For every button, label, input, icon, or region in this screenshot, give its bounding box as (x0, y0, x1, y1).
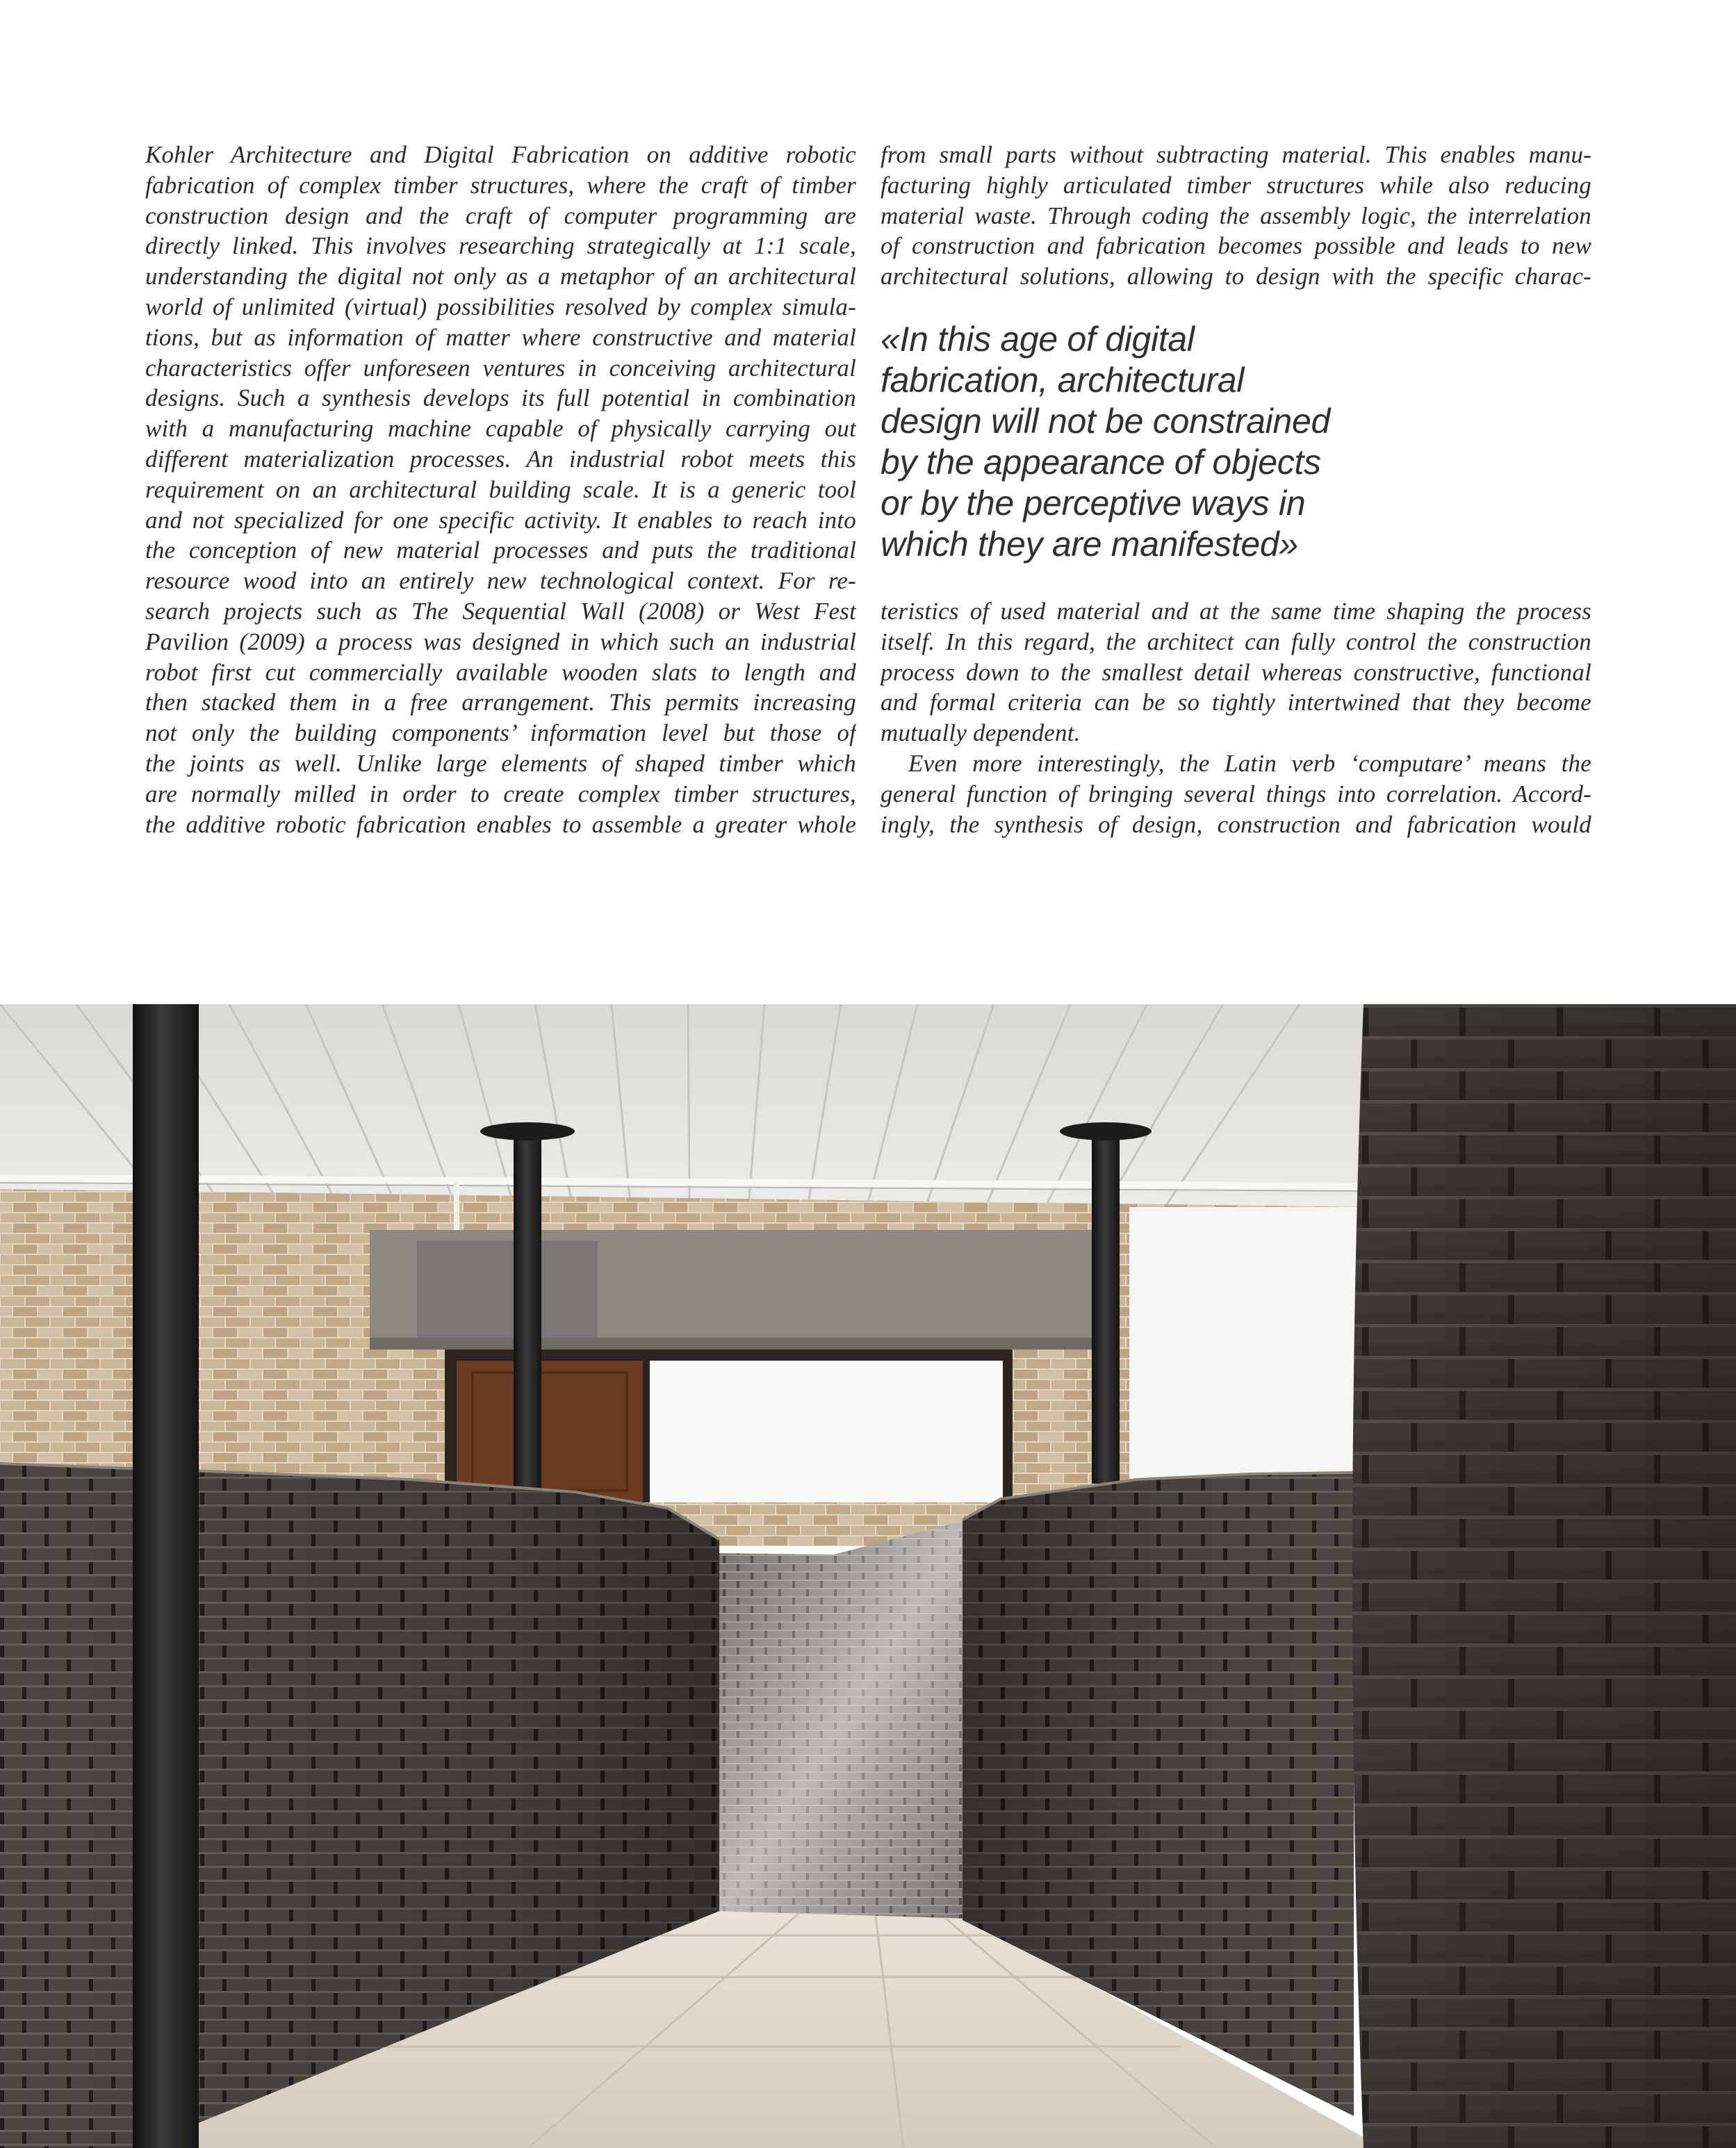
body-text-line: the additive robotic fabrication enables to assemble a greater whole (145, 810, 856, 838)
pull-quote-line: «In this age of digital (881, 320, 1195, 359)
body-text-line: the conception of new material processes and puts the traditional (145, 536, 856, 564)
center-column-cap (480, 1122, 575, 1140)
body-text-line: material waste. Through coding the assembly logic, the interrelation (881, 202, 1591, 229)
body-text-line: directly linked. This involves researching strategically at 1:1 scale, (145, 232, 856, 260)
body-text-line: characteristics offer unforeseen ventures in conceiving architectural (145, 354, 856, 382)
body-text-line: from small parts without subtracting material. This enables manu- (881, 141, 1591, 168)
pull-quote-line: design will not be constrained (881, 402, 1330, 441)
right-text-column (881, 140, 1591, 839)
far-wall-light (716, 1518, 973, 1920)
body-text-line: architectural solutions, allowing to design with the specific charac- (881, 263, 1591, 290)
body-text-line: world of unlimited (virtual) possibilities resolved by complex simula- (145, 293, 856, 320)
paragraph-last-line: mutually dependent. (881, 719, 1081, 747)
pavilion-photo (0, 1004, 1736, 2148)
body-text-line: Pavilion (2009) a process was designed in which such an industrial (145, 628, 856, 655)
body-text-line: of construction and fabrication becomes possible and leads to new (881, 232, 1591, 260)
body-text-line: then stacked them in a free arrangement. This permits increasing (145, 689, 856, 716)
right-column (1092, 1129, 1120, 1484)
door-opening (650, 1361, 1003, 1502)
pull-quote-line: which they are manifested» (881, 525, 1298, 564)
body-text-line: resource wood into an entirely new technological context. For re- (145, 567, 856, 595)
foreground-column (133, 1004, 199, 2148)
body-text-line: different materialization processes. An industrial robot meets this (145, 445, 856, 473)
pull-quote-line: fabrication, architectural (881, 361, 1245, 400)
concrete-beam-stain (417, 1240, 598, 1338)
body-text-line: not only the building components’ information level but those of (145, 719, 856, 747)
body-text-line: construction design and the craft of computer programming are (145, 202, 856, 229)
body-text-line: general function of bringing several things into correlation. Accord- (881, 780, 1591, 807)
pull-quote-line: or by the perceptive ways in (881, 484, 1306, 523)
body-text-line: teristics of used material and at the same time shaping the process (881, 597, 1591, 625)
wooden-door (457, 1361, 643, 1502)
body-text-line: robot first cut commercially available wooden slats to length and (145, 658, 856, 686)
body-text-line: designs. Such a synthesis develops its full potential in combination (145, 384, 856, 412)
body-text-line: search projects such as The Sequential Wall (2008) or West Fest (145, 597, 856, 625)
bright-window-area (1129, 1207, 1359, 1485)
body-text-line: process down to the smallest detail whereas constructive, functional (881, 658, 1591, 686)
pull-quote-line: by the appearance of objects (881, 443, 1321, 482)
left-text-column (145, 140, 856, 839)
body-text-line: ingly, the synthesis of design, construction and fabrication would (881, 810, 1591, 838)
body-text-line: the joints as well. Unlike large elements of shaped timber which (145, 749, 856, 777)
body-text-line: requirement on an architectural building scale. It is a generic tool (145, 475, 856, 503)
body-text-line: and not specialized for one specific activity. It enables to reach into (145, 506, 856, 534)
body-text-line: are normally milled in order to create complex timber structures, (145, 780, 856, 807)
body-text-line: and formal criteria can be so tightly intertwined that they become (881, 689, 1591, 716)
body-text-line: fabrication of complex timber structures, where the craft of timber (145, 171, 856, 199)
paragraph-first-line: Even more interestingly, the Latin verb ‘computare’ means the (908, 749, 1591, 777)
body-text-line: Kohler Architecture and Digital Fabrication on additive robotic (145, 141, 856, 168)
concrete-beam-edge (370, 1338, 1096, 1350)
right-column-cap (1060, 1122, 1152, 1140)
body-text-line: understanding the digital not only as a metaphor of an architectural (145, 263, 856, 290)
body-text-line: with a manufacturing machine capable of physically carrying out (145, 415, 856, 443)
pull-quote (881, 292, 1591, 596)
body-text-line: facturing highly articulated timber structures while also reducing (881, 171, 1591, 199)
center-column (514, 1129, 541, 1491)
body-text-line: itself. In this regard, the architect can fully control the construction (881, 628, 1591, 655)
body-text-line: tions, but as information of matter where constructive and material (145, 323, 856, 351)
foreground-wall-shading (1352, 1004, 1736, 2148)
